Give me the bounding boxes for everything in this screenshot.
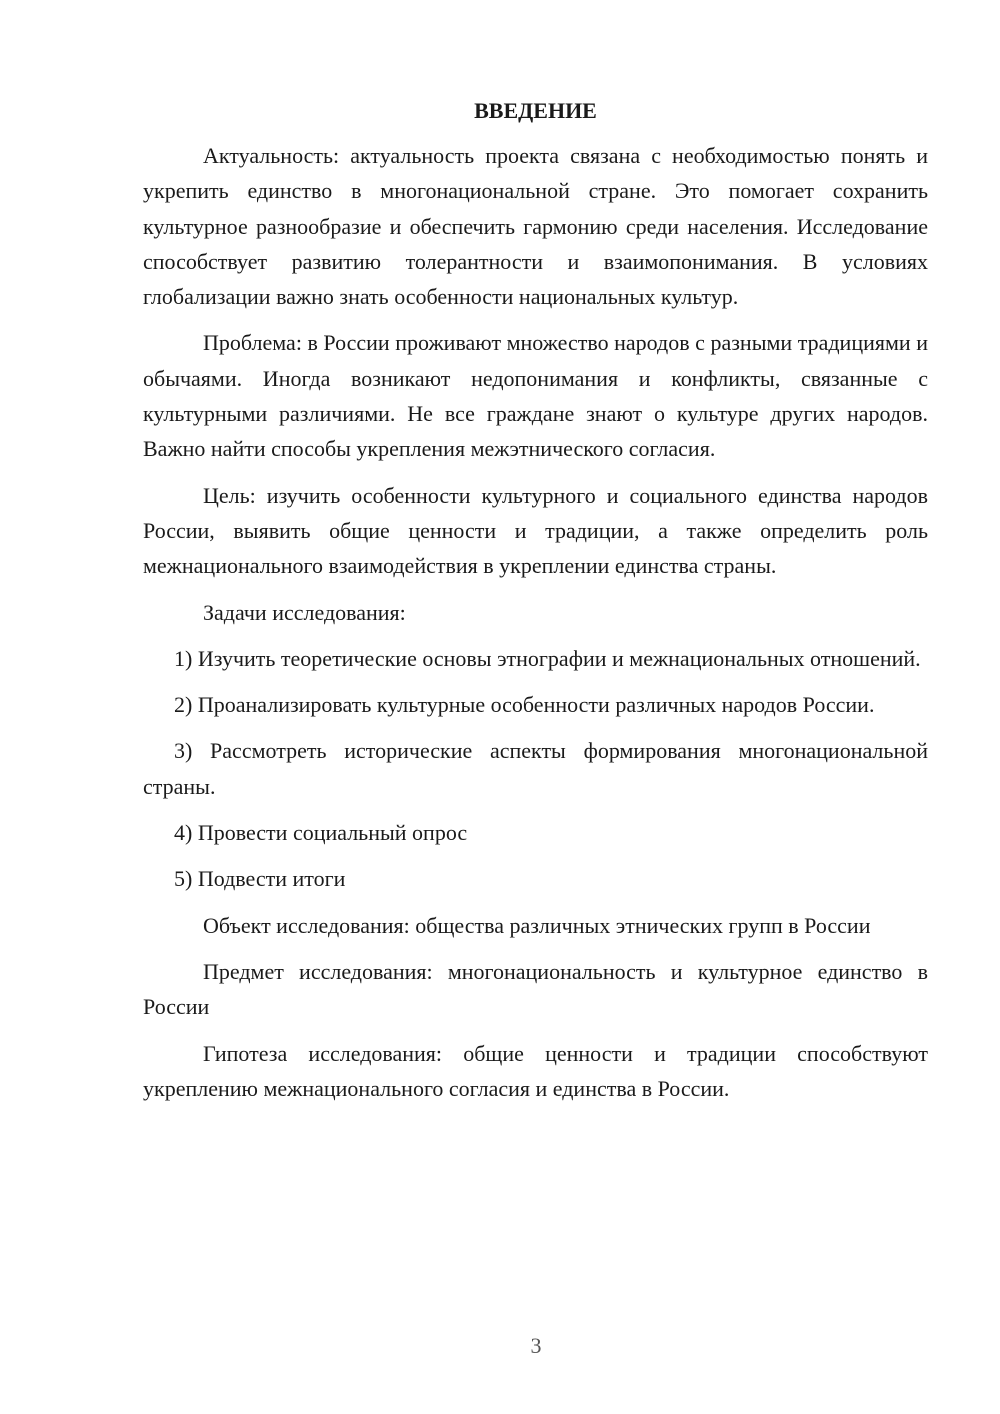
task-item-3: 3) Рассмотреть исторические аспекты формирования многонациональной страны. [143, 738, 928, 799]
paragraph-problem: Проблема: в России проживают множество народов с разными традициями и обычаями. Иногда возникают недопонимания и конфликты, связанные с культурными различиями. Не все граждане знают о культуре других народов. Важно найти способы укрепления межэтнического согласия. [143, 330, 928, 462]
paragraph-relevance: Актуальность: актуальность проекта связана с необходимостью понять и укрепить единство в многонациональной стране. Это помогает сохранить культурное разнообразие и обеспечить гармонию среди населения. Исследование способствует развитию толерантности и взаимопонимания. В условиях глобализации важно знать особенности национальных культур. [143, 143, 928, 310]
tasks-heading: Задачи исследования: [203, 599, 406, 625]
paragraph-object: Объект исследования: общества различных этнических групп в России [203, 912, 871, 938]
task-item-1: 1) Изучить теоретические основы этнографии и межнациональных отношений. [174, 645, 921, 671]
paragraph-subject: Предмет исследования: многонациональность и культурное единство в России [143, 958, 928, 1020]
task-item-5: 5) Подвести итоги [174, 866, 346, 892]
paragraph-hypothesis: Гипотеза исследования: общие ценности и традиции способствуют укреплению межнационального согласия и единства в России. [143, 1040, 928, 1101]
paragraph-goal: Цель: изучить особенности культурного и социального единства народов России, выявить общие ценности и традиции, а также определить роль межнационального взаимодействия в укреплении единства страны. [143, 482, 928, 579]
task-item-4: 4) Провести социальный опрос [174, 820, 468, 846]
task-item-2: 2) Проанализировать культурные особенности различных народов России. [174, 692, 875, 718]
document-page [143, 94, 928, 1117]
page-number: 3 [530, 1333, 542, 1358]
section-title: ВВЕДЕНИЕ [474, 98, 597, 123]
